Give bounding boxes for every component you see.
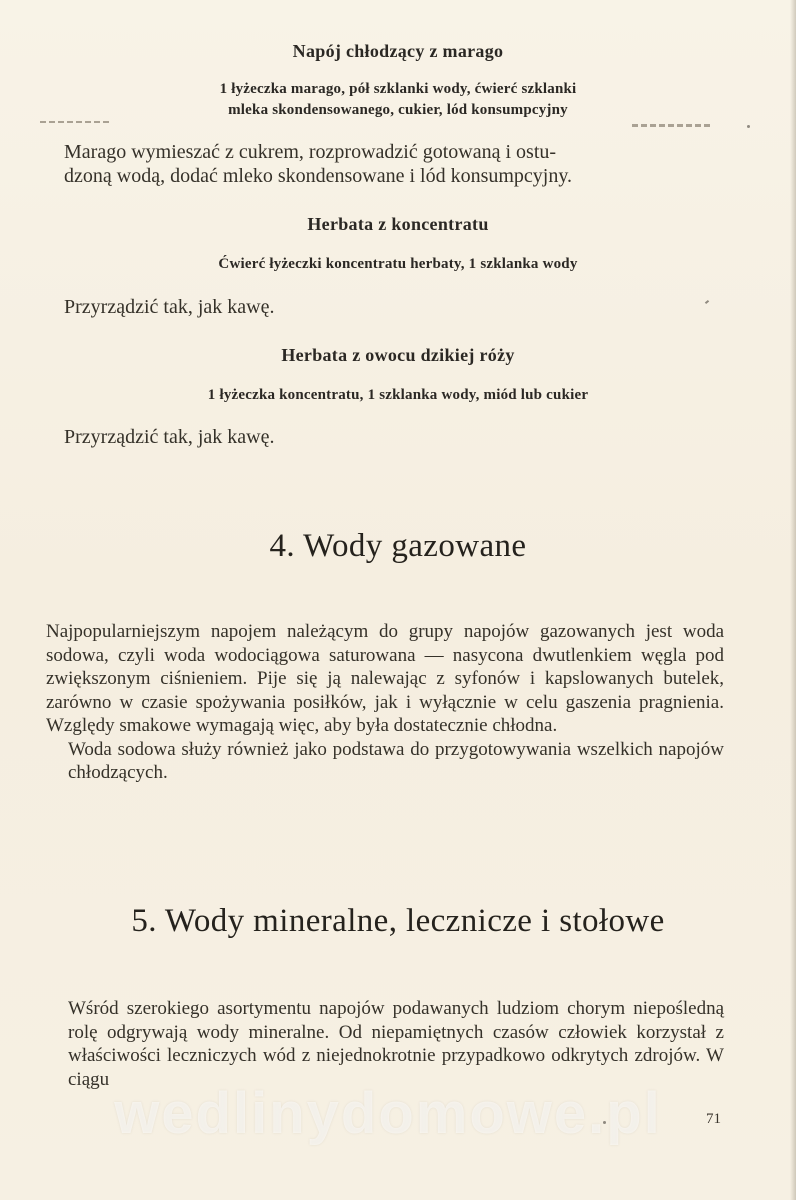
recipe-instructions bbox=[64, 140, 724, 188]
recipe-title: Herbata z koncentratu bbox=[307, 214, 489, 234]
page-edge-shadow bbox=[790, 0, 796, 1200]
instruction-line: dzoną wodą, dodać mleko skondensowane i lód konsumpcyjny. bbox=[64, 165, 573, 187]
instruction-line: Przyrządzić tak, jak kawę. bbox=[64, 296, 275, 318]
section-body bbox=[46, 997, 724, 1091]
ingredients-line: mleka skondensowanego, cukier, lód konsumpcyjny bbox=[228, 102, 568, 118]
paragraph: Najpopularniejszym napojem należącym do grupy napojów gazowanych jest woda sodowa, czyli woda wodociągowa saturowana — nasycona dwutlenkiem węgla pod zwiększonym ciśnieniem. Pije się ją nalewając z syfonów i kapslowanych butelek, zarówno w czasie spożywania posiłków, jak i wyłącznie w celu gaszenia pragnienia. Względy smakowe wymagają więc, aby była dostatecznie chłodna. bbox=[46, 621, 724, 736]
print-smudge bbox=[632, 124, 710, 127]
paragraph: Woda sodowa służy również jako podstawa do przygotowywania wszelkich napojów chłodzących. bbox=[68, 738, 724, 783]
recipe-ingredients bbox=[0, 79, 796, 121]
recipe-instructions bbox=[64, 295, 724, 319]
print-smudge bbox=[40, 121, 110, 123]
section-body bbox=[46, 620, 724, 785]
instruction-line: Przyrządzić tak, jak kawę. bbox=[64, 426, 275, 448]
recipe-title: Herbata z owocu dzikiej róży bbox=[281, 345, 515, 365]
recipe-ingredients bbox=[0, 254, 796, 275]
instruction-line: Marago wymieszać z cukrem, rozprowadzić gotowaną i ostu- bbox=[64, 141, 557, 163]
recipe-ingredients bbox=[0, 385, 796, 406]
ingredients-line: Ćwierć łyżeczki koncentratu herbaty, 1 szklanka wody bbox=[218, 256, 578, 272]
recipe-instructions bbox=[64, 425, 724, 449]
ingredients-line: 1 łyżeczka koncentratu, 1 szklanka wody, miód lub cukier bbox=[207, 387, 589, 403]
chapter-heading: 5. Wody mineralne, lecznicze i stołowe bbox=[131, 903, 665, 939]
recipe-title: Napój chłodzący z marago bbox=[292, 41, 504, 61]
ingredients-line: 1 łyżeczka marago, pół szklanki wody, ćwierć szklanki bbox=[219, 81, 577, 97]
watermark: wedlinydomowe.pl bbox=[114, 1081, 662, 1146]
paragraph: Wśród szerokiego asortymentu napojów podawanych ludziom chorym niepośledną rolę odgrywają wody mineralne. Od niepamiętnych czasów człowiek korzystał z właściwości leczniczych wód z niejednokrotnie przypadkowo odkrytych zdrojów. W ciągu bbox=[68, 998, 724, 1090]
print-speck bbox=[747, 125, 750, 128]
page-number: 71 bbox=[706, 1111, 721, 1127]
chapter-heading: 4. Wody gazowane bbox=[269, 528, 527, 564]
